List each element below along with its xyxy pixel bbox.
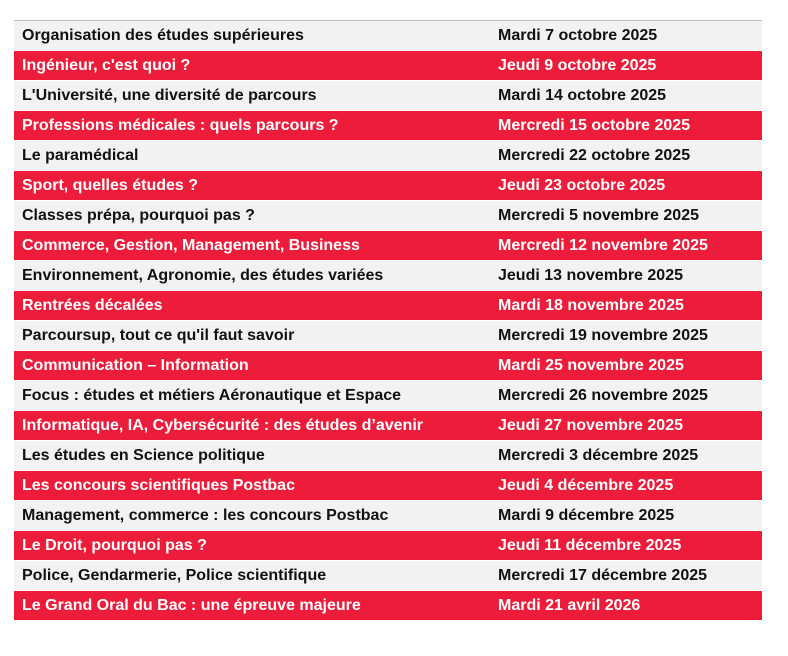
row-date: Mardi 14 octobre 2025 <box>498 86 667 104</box>
row-date: Mercredi 19 novembre 2025 <box>498 326 708 344</box>
row-title: Classes prépa, pourquoi pas ? <box>22 206 255 224</box>
schedule-row <box>14 531 762 561</box>
row-date: Mardi 25 novembre 2025 <box>498 356 684 374</box>
row-date: Jeudi 23 octobre 2025 <box>498 176 666 194</box>
row-title: Commerce, Gestion, Management, Business <box>22 236 360 254</box>
row-title: Les études en Science politique <box>22 446 265 464</box>
row-date: Mercredi 5 novembre 2025 <box>498 206 699 224</box>
schedule-row <box>14 441 762 471</box>
schedule-row <box>14 591 762 621</box>
row-title: Parcoursup, tout ce qu'il faut savoir <box>22 326 295 344</box>
schedule-table <box>14 20 762 621</box>
schedule-row <box>14 561 762 591</box>
row-date: Mercredi 22 octobre 2025 <box>498 146 691 164</box>
schedule-row <box>14 351 762 381</box>
row-title: Informatique, IA, Cybersécurité : des études d’avenir <box>22 416 423 434</box>
schedule-row <box>14 501 762 531</box>
row-title: Management, commerce : les concours Postbac <box>22 506 389 524</box>
row-title: Rentrées décalées <box>22 296 163 314</box>
row-date: Mercredi 12 novembre 2025 <box>498 236 708 254</box>
row-date: Mardi 9 décembre 2025 <box>498 506 675 524</box>
row-title: Environnement, Agronomie, des études variées <box>22 266 384 284</box>
schedule-row <box>14 231 762 261</box>
row-date: Jeudi 27 novembre 2025 <box>498 416 683 434</box>
schedule-row <box>14 261 762 291</box>
row-title: L'Université, une diversité de parcours <box>22 86 317 104</box>
schedule-row <box>14 81 762 111</box>
row-title: Le Droit, pourquoi pas ? <box>22 536 207 554</box>
schedule-row <box>14 141 762 171</box>
row-title: Le paramédical <box>22 146 139 164</box>
row-title: Sport, quelles études ? <box>22 176 199 194</box>
row-date: Jeudi 4 décembre 2025 <box>498 476 674 494</box>
schedule-row <box>14 291 762 321</box>
schedule-row <box>14 321 762 351</box>
schedule-row <box>14 381 762 411</box>
row-date: Mercredi 17 décembre 2025 <box>498 566 708 584</box>
row-title: Communication – Information <box>22 356 249 374</box>
row-date: Jeudi 9 octobre 2025 <box>498 56 657 74</box>
row-title: Le Grand Oral du Bac : une épreuve majeure <box>22 596 361 614</box>
schedule-row <box>14 411 762 441</box>
row-date: Mardi 7 octobre 2025 <box>498 26 658 44</box>
row-date: Mardi 21 avril 2026 <box>498 596 641 614</box>
row-title: Professions médicales : quels parcours ? <box>22 116 339 134</box>
row-title: Ingénieur, c'est quoi ? <box>22 56 191 74</box>
row-date: Mercredi 15 octobre 2025 <box>498 116 691 134</box>
schedule-row <box>14 21 762 51</box>
schedule-row <box>14 171 762 201</box>
row-title: Organisation des études supérieures <box>22 26 304 44</box>
row-date: Mercredi 26 novembre 2025 <box>498 386 708 404</box>
schedule-row <box>14 51 762 81</box>
row-title: Police, Gendarmerie, Police scientifique <box>22 566 327 584</box>
row-date: Jeudi 11 décembre 2025 <box>498 536 682 554</box>
schedule-row <box>14 201 762 231</box>
row-date: Mardi 18 novembre 2025 <box>498 296 684 314</box>
schedule-row <box>14 111 762 141</box>
row-title: Les concours scientifiques Postbac <box>22 476 295 494</box>
row-title: Focus : études et métiers Aéronautique et Espace <box>22 386 402 404</box>
row-date: Jeudi 13 novembre 2025 <box>498 266 683 284</box>
schedule-row <box>14 471 762 501</box>
row-date: Mercredi 3 décembre 2025 <box>498 446 699 464</box>
